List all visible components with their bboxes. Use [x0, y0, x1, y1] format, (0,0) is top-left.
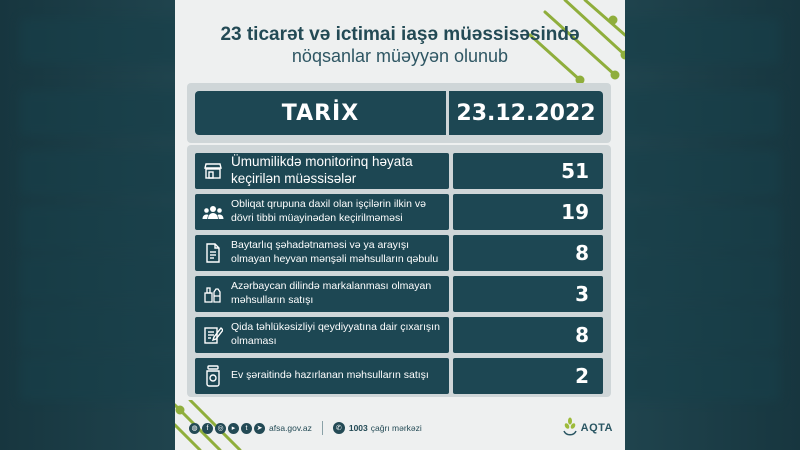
social-links: [189, 423, 265, 434]
date-value: 23.12.2022: [456, 100, 596, 126]
twitter-icon[interactable]: t: [241, 423, 252, 434]
stat-row: [195, 153, 603, 189]
page-title: [175, 24, 625, 67]
stat-value: 51: [453, 153, 603, 189]
stat-value: 3: [453, 276, 603, 312]
telegram-icon[interactable]: ➤: [254, 423, 265, 434]
title-line-2: nöqsanlar müəyyən olunub: [291, 45, 509, 66]
stat-row: [195, 276, 603, 312]
stat-label: Ev şəraitində hazırlanan məhsulların satışı: [231, 369, 429, 382]
stats-list: [187, 145, 611, 397]
stat-label: Ümumilikdə monitorinq həyata keçirilən müəssisələr: [231, 154, 413, 186]
stat-label: Qida təhlükəsizliyi qeydiyyatına dair çıxarışın olmaması: [231, 321, 440, 347]
stat-value: 8: [453, 235, 603, 271]
wheat-icon: [562, 417, 578, 439]
store-icon: [195, 153, 231, 189]
footer: [187, 414, 613, 442]
stat-row: [195, 194, 603, 230]
call-center: [333, 422, 422, 434]
stat-label: Azərbaycan dilində markalanması olmayan məhsulların satışı: [231, 280, 432, 306]
call-number: 1003: [348, 423, 368, 433]
people-icon: [195, 194, 231, 230]
divider: [322, 421, 323, 435]
logo-text: AQTA: [580, 422, 613, 434]
jar-icon: [195, 358, 231, 394]
aqta-logo: [562, 417, 613, 439]
title-line-1: 23 ticarət və ictimai iaşə müəssisəsində: [220, 24, 580, 45]
document-icon: [195, 235, 231, 271]
website-link[interactable]: afsa.gov.az: [269, 423, 312, 433]
stat-label: Obliqat qrupuna daxil olan işçilərin ilkin və dövri tibbi müayinədən keçirilməməsi: [231, 198, 426, 224]
infographic-card: [175, 0, 625, 450]
stat-value: 8: [453, 317, 603, 353]
certificate-icon: [195, 317, 231, 353]
facebook-icon[interactable]: f: [202, 423, 213, 434]
products-icon: [195, 276, 231, 312]
stat-value: 19: [453, 194, 603, 230]
stat-value: 2: [453, 358, 603, 394]
stat-row: [195, 317, 603, 353]
call-label: çağrı mərkəzi: [370, 423, 422, 433]
globe-icon[interactable]: ◍: [189, 423, 200, 434]
date-bar: [195, 91, 603, 135]
stat-label: Baytarlıq şəhadətnaməsi və ya arayışı olmayan heyvan mənşəli məhsulların qəbulu: [231, 239, 439, 265]
youtube-icon[interactable]: ▸: [228, 423, 239, 434]
stat-row: [195, 358, 603, 394]
instagram-icon[interactable]: ◎: [215, 423, 226, 434]
phone-icon: ✆: [333, 422, 345, 434]
date-panel: [187, 83, 611, 143]
date-label: TARİX: [195, 91, 449, 135]
stat-row: [195, 235, 603, 271]
